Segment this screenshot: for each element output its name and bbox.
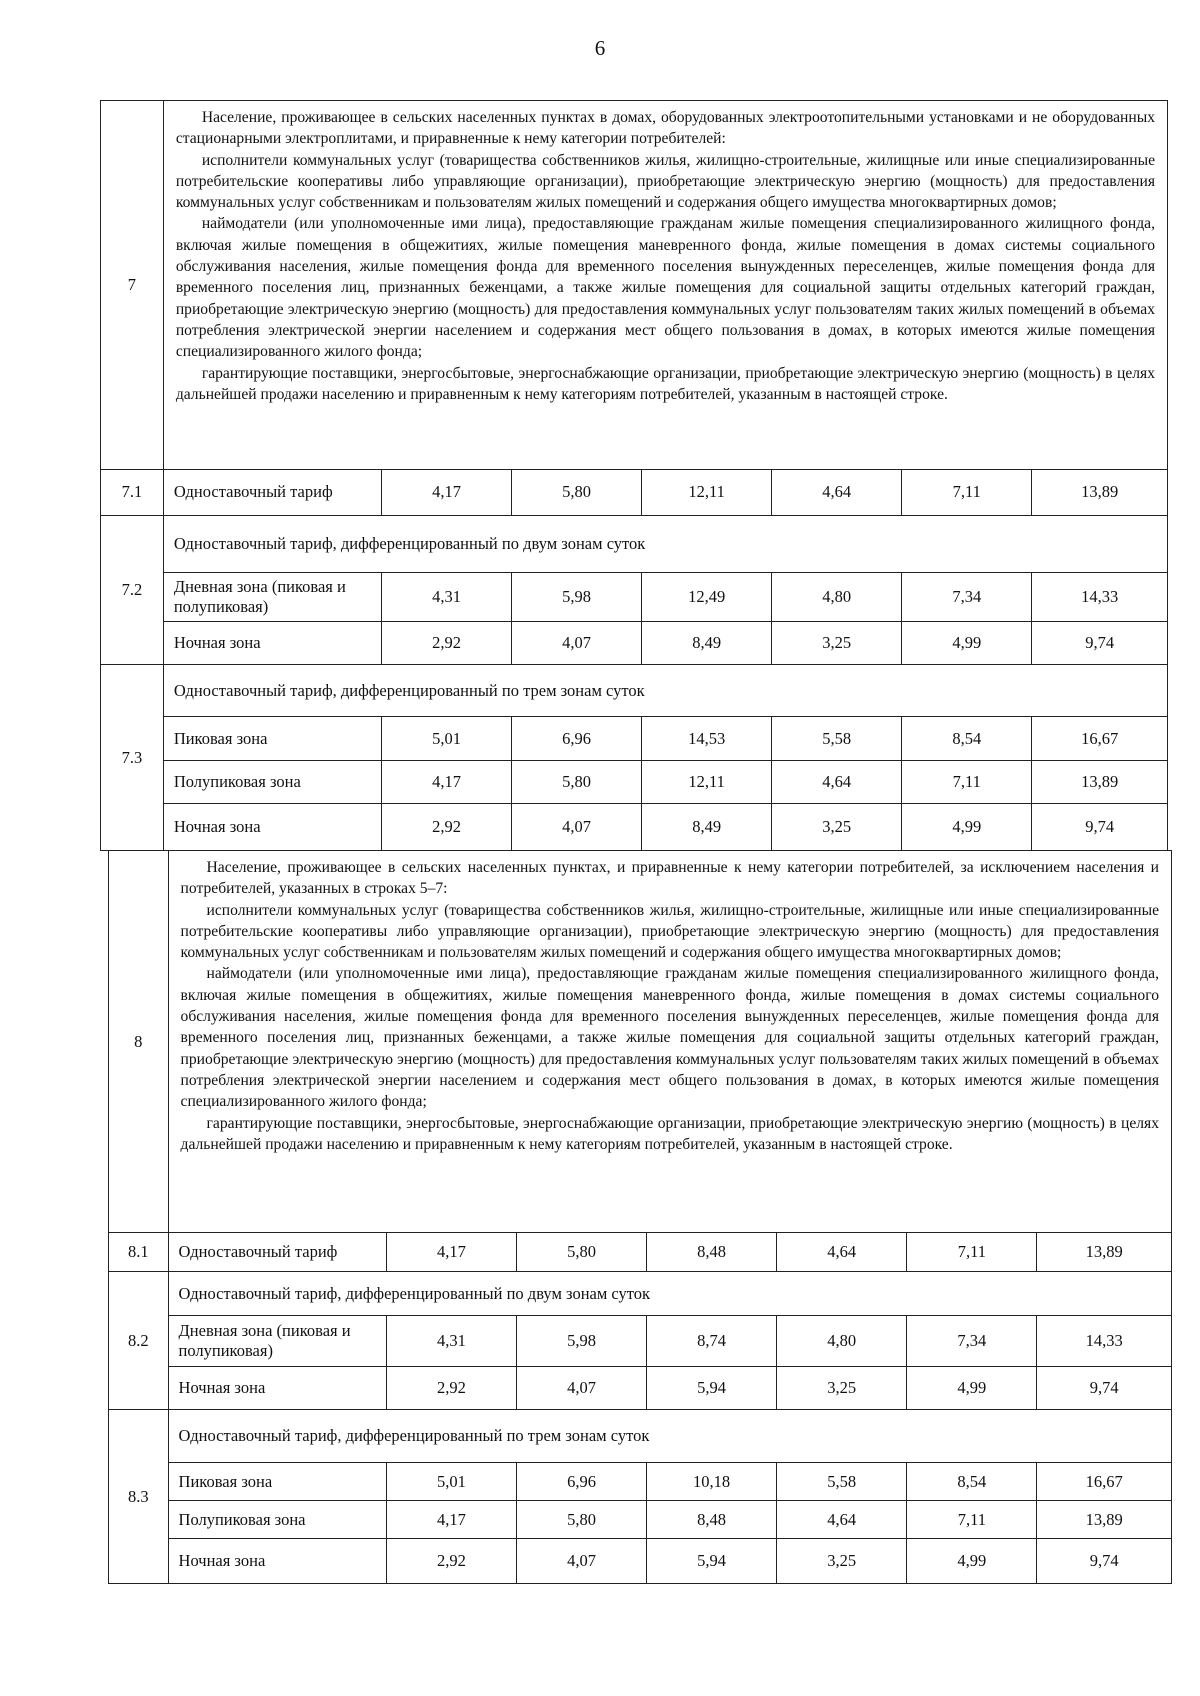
tariff-value: 4,31	[386, 1316, 516, 1367]
row-8-3-night	[109, 1539, 1172, 1584]
tariff-label: Одноставочный тариф	[168, 1233, 386, 1272]
tariff-value: 14,33	[1032, 573, 1168, 622]
tariff-value: 4,07	[516, 1539, 646, 1584]
tariff-value: 2,92	[382, 804, 512, 851]
tariff-value: 3,25	[777, 1367, 907, 1410]
zone-tariff-header: Одноставочный тариф, дифференцированный по двум зонам суток	[163, 515, 1167, 573]
category-description	[163, 101, 1167, 470]
tariff-value: 4,99	[907, 1367, 1037, 1410]
tariff-value: 5,58	[772, 717, 902, 760]
tariff-value: 2,92	[386, 1539, 516, 1584]
row-number: 7.2	[101, 515, 164, 665]
row-number: 8.3	[109, 1410, 169, 1584]
tariff-value: 5,80	[512, 470, 642, 516]
description-paragraph: исполнители коммунальных услуг (товарищества собственников жилья, жилищно-строительные, жилищные или иные специализированные потребительские кооперативы либо управляющие организации), приобретающие электрическую энергию (мощность) для предоставления коммунальных услуг собственникам и пользователям жилых помещений и содержания общего имущества многоквартирных домов;	[175, 151, 1155, 212]
tariff-value: 2,92	[382, 621, 512, 664]
description-paragraph: гарантирующие поставщики, энергосбытовые, энергоснабжающие организации, приобретающие электрическую энергию (мощность) в целях дальнейшей продажи населению и приравненным к нему категориям потребителей, указанным в настоящей строке.	[180, 1114, 1159, 1153]
tariff-value: 4,99	[902, 621, 1032, 664]
tariff-value: 3,25	[772, 804, 902, 851]
description-paragraph: наймодатели (или уполномоченные ими лица), предоставляющие гражданам жилые помещения специализированного жилищного фонда, включая жилые помещения в общежитиях, жилые помещения маневренного фонда, жилые помещения в домах системы социального обслуживания населения, жилые помещения фонда для временного поселения вынужденных переселенцев, жилые помещения фонда для временного поселения лиц, признанных беженцами, а также жилые помещения для социальной защиты отдельных категорий граждан, приобретающие электрическую энергию (мощность) для предоставления коммунальных услуг пользователям таких жилых помещений в объемах потребления электрической энергии населением и содержания мест общего пользования в домах, в которых имеются жилые помещения специализированного жилого фонда;	[180, 965, 1159, 1111]
row-number: 8.2	[109, 1272, 169, 1410]
tariff-value: 13,89	[1032, 470, 1168, 516]
zone-label: Ночная зона	[163, 804, 381, 851]
tariff-value: 7,34	[902, 573, 1032, 622]
tariff-value: 9,74	[1037, 1367, 1172, 1410]
tariff-value: 5,94	[647, 1367, 777, 1410]
tariff-value: 5,80	[516, 1233, 646, 1272]
tariff-value: 14,53	[642, 717, 772, 760]
tariff-value: 4,64	[772, 470, 902, 516]
tariff-value: 4,07	[512, 804, 642, 851]
tariff-value: 13,89	[1037, 1501, 1172, 1539]
row-7	[101, 101, 1168, 470]
zone-tariff-header: Одноставочный тариф, дифференцированный по трем зонам суток	[163, 665, 1167, 717]
tariff-value: 4,17	[382, 470, 512, 516]
zone-label: Дневная зона (пиковая и полупиковая)	[168, 1316, 386, 1367]
description-paragraph: исполнители коммунальных услуг (товарищества собственников жилья, жилищно-строительные, жилищные или иные специализированные потребительские кооперативы либо управляющие организации), приобретающие электрическую энергию (мощность) для предоставления коммунальных услуг собственникам и пользователям жилых помещений и содержания общего имущества многоквартирных домов;	[180, 901, 1159, 962]
tariff-value: 8,48	[647, 1501, 777, 1539]
tariff-value: 9,74	[1032, 804, 1168, 851]
page-number: 6	[594, 36, 606, 60]
row-8-1	[109, 1233, 1172, 1272]
tariff-value: 5,80	[512, 760, 642, 803]
tariff-table-section-7	[100, 100, 1168, 851]
row-7-3-night	[101, 804, 1168, 851]
tariff-value: 8,54	[907, 1463, 1037, 1501]
row-8-2-night	[109, 1367, 1172, 1410]
row-8	[109, 851, 1172, 1233]
tariff-value: 13,89	[1032, 760, 1168, 803]
tariff-value: 5,01	[386, 1463, 516, 1501]
zone-label: Ночная зона	[168, 1367, 386, 1410]
tariff-value: 4,07	[512, 621, 642, 664]
tariff-value: 7,34	[907, 1316, 1037, 1367]
tariff-value: 8,74	[647, 1316, 777, 1367]
row-8-2-day	[109, 1316, 1172, 1367]
zone-tariff-header: Одноставочный тариф, дифференцированный по трем зонам суток	[168, 1410, 1171, 1463]
zone-tariff-header: Одноставочный тариф, дифференцированный по двум зонам суток	[168, 1272, 1171, 1316]
tariff-value: 16,67	[1037, 1463, 1172, 1501]
tariff-value: 7,11	[907, 1233, 1037, 1272]
row-7-2-header	[101, 515, 1168, 573]
tariff-value: 8,54	[902, 717, 1032, 760]
tariff-value: 4,80	[777, 1316, 907, 1367]
zone-label: Полупиковая зона	[163, 760, 381, 803]
tariff-value: 4,07	[516, 1367, 646, 1410]
row-number: 8	[109, 851, 169, 1233]
tariff-value: 12,49	[642, 573, 772, 622]
tariff-value: 4,99	[907, 1539, 1037, 1584]
tariff-value: 7,11	[902, 470, 1032, 516]
zone-label: Ночная зона	[168, 1539, 386, 1584]
tariff-value: 4,17	[386, 1233, 516, 1272]
row-7-3-header	[101, 665, 1168, 717]
tariff-value: 16,67	[1032, 717, 1168, 760]
description-paragraph: Население, проживающее в сельских населенных пунктах в домах, оборудованных электроотопительными установками и не оборудованных стационарными электроплитами, и приравненные к нему категории потребителей:	[175, 109, 1155, 148]
tariff-value: 7,11	[907, 1501, 1037, 1539]
zone-label: Пиковая зона	[163, 717, 381, 760]
tariff-value: 5,98	[512, 573, 642, 622]
tariff-value: 2,92	[386, 1367, 516, 1410]
tariff-value: 4,99	[902, 804, 1032, 851]
tariff-value: 4,64	[777, 1501, 907, 1539]
row-number: 7	[101, 101, 164, 470]
row-8-3-peak	[109, 1463, 1172, 1501]
row-number: 8.1	[109, 1233, 169, 1272]
description-paragraph: гарантирующие поставщики, энергосбытовые, энергоснабжающие организации, приобретающие электрическую энергию (мощность) в целях дальнейшей продажи населению и приравненным к нему категориям потребителей, указанным в настоящей строке.	[175, 364, 1155, 403]
tariff-value: 13,89	[1037, 1233, 1172, 1272]
tariff-value: 4,64	[777, 1233, 907, 1272]
row-7-2-day	[101, 573, 1168, 622]
tariff-value: 7,11	[902, 760, 1032, 803]
row-8-3-halfpeak	[109, 1501, 1172, 1539]
tariff-value: 5,98	[516, 1316, 646, 1367]
row-number: 7.3	[101, 665, 164, 851]
tariff-value: 12,11	[642, 470, 772, 516]
tariff-value: 4,17	[382, 760, 512, 803]
tariff-value: 6,96	[516, 1463, 646, 1501]
tariff-value: 3,25	[777, 1539, 907, 1584]
tariff-value: 4,31	[382, 573, 512, 622]
tariff-value: 5,80	[516, 1501, 646, 1539]
zone-label: Ночная зона	[163, 621, 381, 664]
tariff-value: 14,33	[1037, 1316, 1172, 1367]
zone-label: Дневная зона (пиковая и полупиковая)	[163, 573, 381, 622]
tariff-value: 5,94	[647, 1539, 777, 1584]
description-paragraph: Население, проживающее в сельских населенных пунктах, и приравненные к нему категории потребителей, за исключением населения и потребителей, указанных в строках 5–7:	[180, 859, 1159, 898]
tariff-value: 8,49	[642, 804, 772, 851]
tariff-value: 8,48	[647, 1233, 777, 1272]
zone-label: Полупиковая зона	[168, 1501, 386, 1539]
row-7-3-peak	[101, 717, 1168, 760]
tariff-value: 12,11	[642, 760, 772, 803]
row-7-2-night	[101, 621, 1168, 664]
tariff-value: 4,17	[386, 1501, 516, 1539]
row-8-3-header	[109, 1410, 1172, 1463]
tariff-label: Одноставочный тариф	[163, 470, 381, 516]
tariff-value: 5,01	[382, 717, 512, 760]
tariff-value: 9,74	[1032, 621, 1168, 664]
tariff-value: 3,25	[772, 621, 902, 664]
row-7-1	[101, 470, 1168, 516]
row-number: 7.1	[101, 470, 164, 516]
zone-label: Пиковая зона	[168, 1463, 386, 1501]
tariff-value: 9,74	[1037, 1539, 1172, 1584]
tariff-value: 4,80	[772, 573, 902, 622]
tariff-value: 8,49	[642, 621, 772, 664]
tariff-value: 5,58	[777, 1463, 907, 1501]
description-paragraph: наймодатели (или уполномоченные ими лица), предоставляющие гражданам жилые помещения специализированного жилищного фонда, включая жилые помещения в общежитиях, жилые помещения маневренного фонда, жилые помещения в домах системы социального обслуживания населения, жилые помещения фонда для временного поселения вынужденных переселенцев, жилые помещения фонда для временного поселения лиц, признанных беженцами, а также жилые помещения для социальной защиты отдельных категорий граждан, приобретающие электрическую энергию (мощность) для предоставления коммунальных услуг пользователям таких жилых помещений в объемах потребления электрической энергии населением и содержания мест общего пользования в домах, в которых имеются жилые помещения специализированного жилого фонда;	[175, 215, 1155, 361]
row-8-2-header	[109, 1272, 1172, 1316]
row-7-3-halfpeak	[101, 760, 1168, 803]
tariff-value: 10,18	[647, 1463, 777, 1501]
tariff-value: 4,64	[772, 760, 902, 803]
tariff-table-section-8	[108, 850, 1172, 1583]
tariff-value: 6,96	[512, 717, 642, 760]
category-description	[168, 851, 1171, 1233]
